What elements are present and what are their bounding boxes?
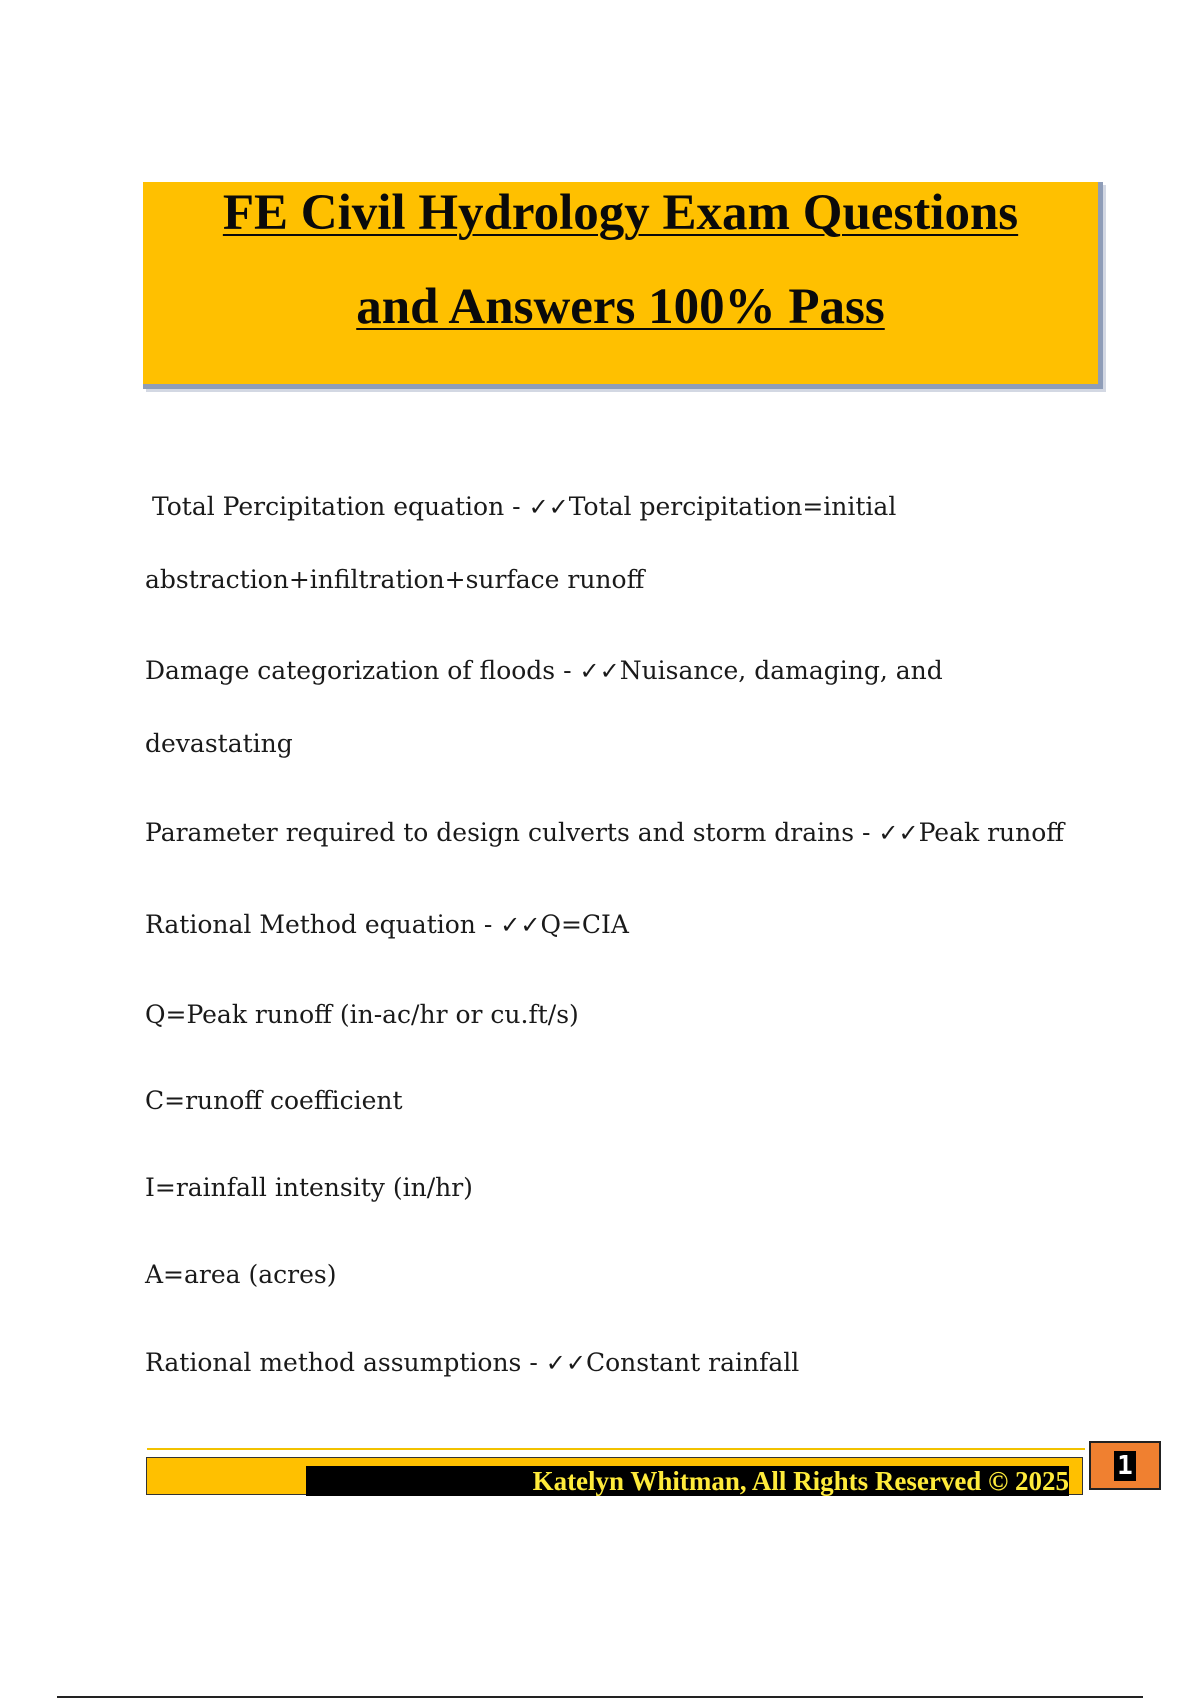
answer-text: Q=CIA: [540, 910, 629, 939]
separator: -: [504, 492, 529, 521]
check-icon: ✓✓: [500, 911, 541, 939]
qa-item: [145, 658, 943, 683]
separator: -: [521, 1348, 546, 1377]
qa-item: [145, 1350, 799, 1375]
definition-line: A=area (acres): [145, 1260, 337, 1289]
check-icon: ✓✓: [545, 1349, 586, 1377]
title-banner: [143, 182, 1103, 389]
question-text: Rational Method equation: [145, 910, 476, 939]
qa-item: [152, 494, 896, 519]
question-text: Total Percipitation equation: [152, 492, 505, 521]
question-text: Damage categorization of floods: [145, 656, 556, 685]
page-number: 1: [1114, 1451, 1136, 1481]
title-line-1: FE Civil Hydrology Exam Questions: [222, 185, 1019, 241]
footer-copyright: Katelyn Whitman, All Rights Reserved © 2025: [532, 1466, 1069, 1496]
answer-text: Peak runoff: [918, 818, 1065, 847]
separator: -: [854, 818, 879, 847]
definition-line: C=runoff coefficient: [145, 1086, 403, 1115]
check-icon: ✓✓: [528, 493, 569, 521]
footer-divider: [147, 1448, 1085, 1450]
title-line-2: and Answers 100% Pass: [356, 279, 885, 335]
question-text: Rational method assumptions: [145, 1348, 522, 1377]
question-text: Parameter required to design culverts and storm drains: [145, 818, 855, 847]
answer-text: Constant rainfall: [585, 1348, 800, 1377]
separator: -: [475, 910, 501, 939]
qa-item: [145, 820, 1064, 845]
definition-line: Q=Peak runoff (in-ac/hr or cu.ft/s): [145, 1000, 579, 1029]
qa-item: [145, 912, 629, 937]
definition-line: I=rainfall intensity (in/hr): [145, 1173, 473, 1202]
check-icon: ✓✓: [579, 657, 620, 685]
separator: -: [555, 656, 580, 685]
answer-text: Nuisance, damaging, and: [619, 656, 943, 685]
page-bottom-rule: [57, 1696, 1143, 1698]
check-icon: ✓✓: [878, 819, 919, 847]
page-number-box: [1089, 1441, 1161, 1490]
answer-text: Total percipitation=initial: [568, 492, 897, 521]
answer-continuation: devastating: [145, 729, 293, 758]
answer-continuation: abstraction+infiltration+surface runoff: [145, 565, 645, 594]
